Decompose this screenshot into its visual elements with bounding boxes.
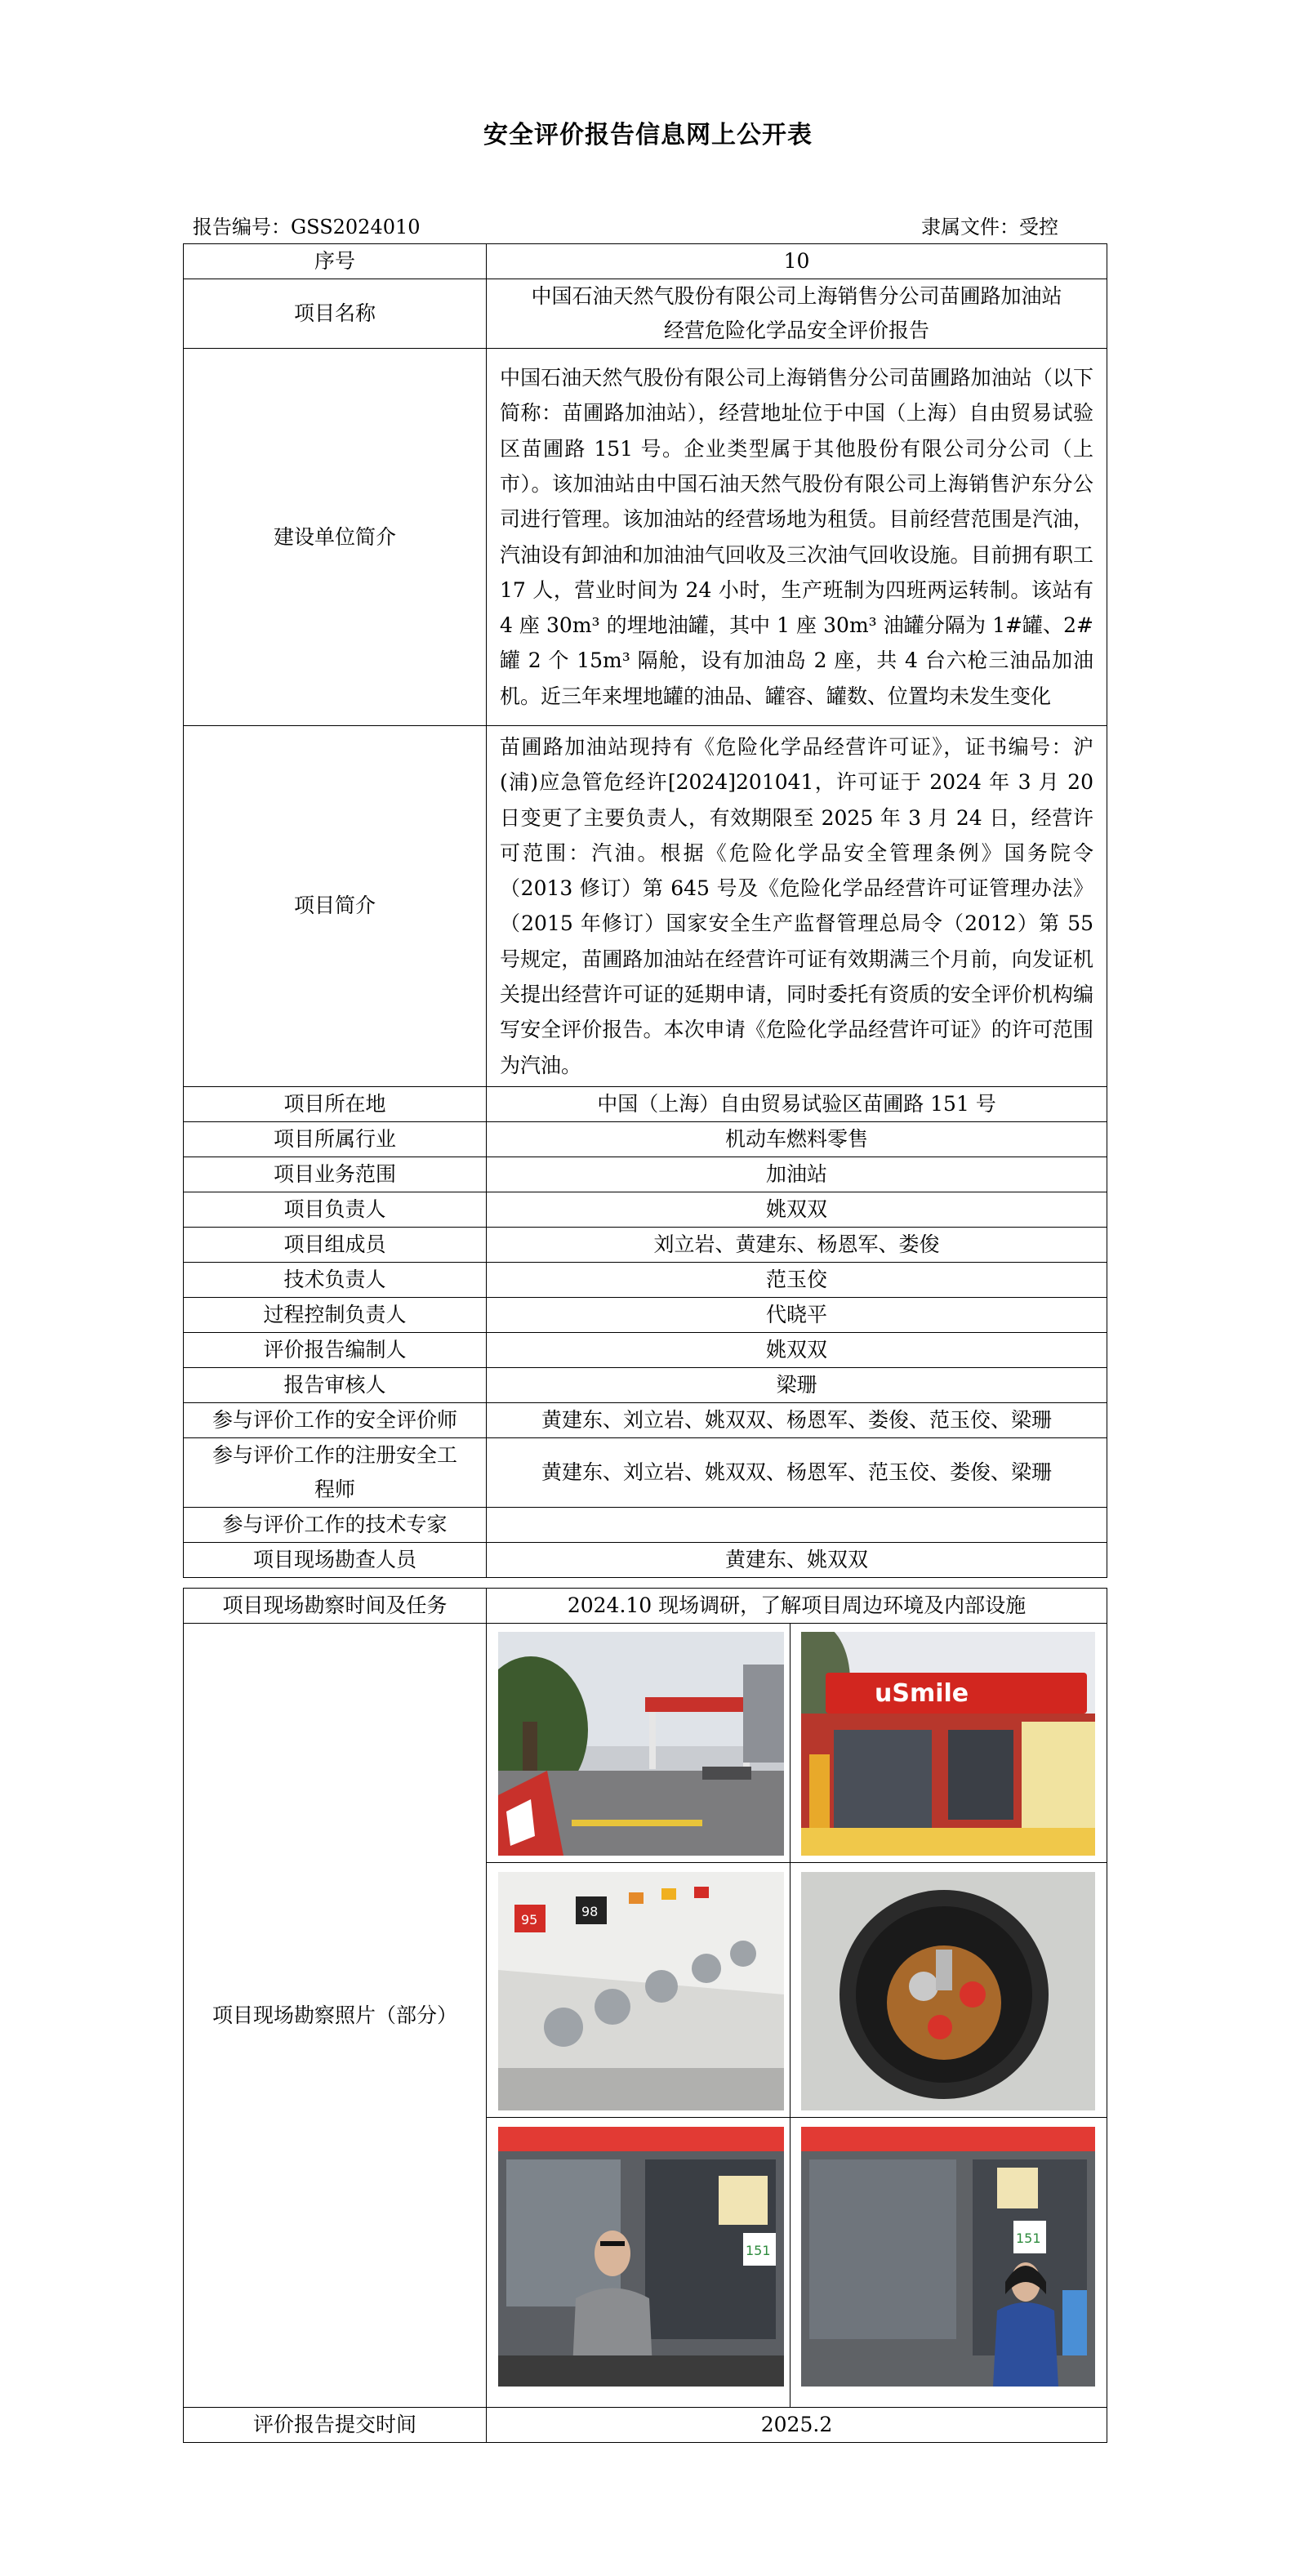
label <box>184 1437 487 1507</box>
report-number: 报告编号：GSS2024010 <box>193 216 421 238</box>
photo-convenience-store <box>801 1632 1095 1856</box>
photo-inspector-male <box>498 2127 784 2387</box>
row-engineers <box>184 1437 1107 1507</box>
label: 技术负责人 <box>184 1262 487 1297</box>
value: 代晓平 <box>487 1297 1107 1332</box>
value: 黄建东、刘立岩、姚双双、杨恩军、娄俊、范玉佼、梁珊 <box>487 1402 1107 1437</box>
value <box>487 279 1107 349</box>
row-survey-photos <box>184 1624 1107 2408</box>
photo-fuel-pipes <box>498 1872 784 2110</box>
value: 中国（上海）自由贸易试验区苗圃路 151 号 <box>487 1086 1107 1121</box>
label: 项目现场勘查人员 <box>184 1542 487 1577</box>
value: 加油站 <box>487 1157 1107 1192</box>
label-line-1: 参与评价工作的注册安全工 <box>212 1442 457 1467</box>
row-experts <box>184 1507 1107 1542</box>
value <box>487 1507 1107 1542</box>
value: 姚双双 <box>487 1332 1107 1367</box>
row-tech-leader <box>184 1262 1107 1297</box>
label: 项目现场勘察照片（部分） <box>184 1624 487 2408</box>
station-number-1: 151 <box>746 2243 771 2258</box>
label: 报告审核人 <box>184 1367 487 1402</box>
label: 参与评价工作的技术专家 <box>184 1507 487 1542</box>
label: 项目业务范围 <box>184 1157 487 1192</box>
label: 评价报告编制人 <box>184 1332 487 1367</box>
station-number-2: 151 <box>1016 2231 1041 2246</box>
row-survey-time <box>184 1589 1107 1624</box>
label: 评价报告提交时间 <box>184 2408 487 2443</box>
row-author <box>184 1332 1107 1367</box>
document-type: 隶属文件：受控 <box>921 216 1058 238</box>
row-location <box>184 1086 1107 1121</box>
fuel-98-label: 98 <box>581 1904 599 1919</box>
label-line-2: 程师 <box>314 1477 355 1501</box>
label: 参与评价工作的安全评价师 <box>184 1402 487 1437</box>
label: 过程控制负责人 <box>184 1297 487 1332</box>
row-evaluators <box>184 1402 1107 1437</box>
value: 机动车燃料零售 <box>487 1121 1107 1157</box>
row-industry <box>184 1121 1107 1157</box>
photo-inspector-female <box>801 2127 1095 2387</box>
survey-table <box>183 1588 1107 2443</box>
label: 项目组成员 <box>184 1227 487 1262</box>
row-reviewer <box>184 1367 1107 1402</box>
value: 黄建东、姚双双 <box>487 1542 1107 1577</box>
info-table <box>183 243 1107 1578</box>
value: 刘立岩、黄建东、杨恩军、娄俊 <box>487 1227 1107 1262</box>
label: 项目负责人 <box>184 1192 487 1227</box>
row-submit-time <box>184 2408 1107 2443</box>
value: 中国石油天然气股份有限公司上海销售分公司苗圃路加油站（以下简称：苗圃路加油站），经营地址位于中国（上海）自由贸易试验区苗圃路 151 号。企业类型属于其他股份有限公司分公司（上市）。该加油站由中国石油天然气股份有限公司上海销售沪东分公司进行管理。该加油站的经营场地为租赁。目前经营范围是汽油，汽油设有卸油和加油油气回收及三次油气回收设施。目前拥有职工 17 人，营业时间为 24 小时，生产班制为四班两运转制。该站有 4 座 30m³ 的埋地油罐，其中 1 座 30m³ 油罐分隔为 1#罐、2#罐 2 个 15m³ 隔舱，设有加油岛 2 座，共 4 台六枪三油品加油机。近三年来埋地罐的油品、罐容、罐数、位置均未发生变化 <box>487 349 1107 726</box>
value: 范玉佼 <box>487 1262 1107 1297</box>
row-scope <box>184 1157 1107 1192</box>
photo-tank-manhole <box>801 1872 1095 2110</box>
fuel-95-label: 95 <box>521 1912 538 1928</box>
value: 梁珊 <box>487 1367 1107 1402</box>
row-leader <box>184 1192 1107 1227</box>
row-process-ctrl <box>184 1297 1107 1332</box>
name-line-1: 中国石油天然气股份有限公司上海销售分公司苗圃路加油站 <box>531 284 1062 308</box>
name-line-2: 经营危险化学品安全评价报告 <box>663 319 929 342</box>
row-surveyors <box>184 1542 1107 1577</box>
label: 序号 <box>184 244 487 279</box>
value: 姚双双 <box>487 1192 1107 1227</box>
value: 黄建东、刘立岩、姚双双、杨恩军、范玉佼、娄俊、梁珊 <box>487 1437 1107 1507</box>
row-seq <box>184 244 1107 279</box>
row-project-intro <box>184 726 1107 1087</box>
value: 2025.2 <box>487 2408 1107 2443</box>
value: 苗圃路加油站现持有《危险化学品经营许可证》，证书编号：沪(浦)应急管危经许[2024]201041，许可证于 2024 年 3 月 20 日变更了主要负责人，有效期限至 2025 年 3 月 24 日，经营许可范围：汽油。根据《危险化学品安全管理条例》国务院令（2013 修订）第 645 号及《危险化学品经营许可证管理办法》（2015 年修订）国家安全生产监督管理总局令（2012）第 55 号规定，苗圃路加油站在经营许可证有效期满三个月前，向发证机关提出经营许可证的延期申请，同时委托有资质的安全评价机构编写安全评价报告。本次申请《危险化学品经营许可证》的许可范围为汽油。 <box>487 726 1107 1087</box>
label: 项目所在地 <box>184 1086 487 1121</box>
photo-grid <box>487 1624 1107 2408</box>
label: 项目所属行业 <box>184 1121 487 1157</box>
value: 2024.10 现场调研，了解项目周边环境及内部设施 <box>487 1589 1107 1624</box>
report-meta <box>193 211 1107 239</box>
usmile-logo-text: uSmile <box>875 1679 969 1708</box>
label: 建设单位简介 <box>184 349 487 726</box>
label: 项目名称 <box>184 279 487 349</box>
row-members <box>184 1227 1107 1262</box>
label: 项目简介 <box>184 726 487 1087</box>
value: 10 <box>487 244 1107 279</box>
row-unit-intro <box>184 349 1107 726</box>
row-name <box>184 279 1107 349</box>
label: 项目现场勘察时间及任务 <box>184 1589 487 1624</box>
page-title: 安全评价报告信息网上公开表 <box>483 121 813 149</box>
photo-station-forecourt <box>498 1632 784 1856</box>
